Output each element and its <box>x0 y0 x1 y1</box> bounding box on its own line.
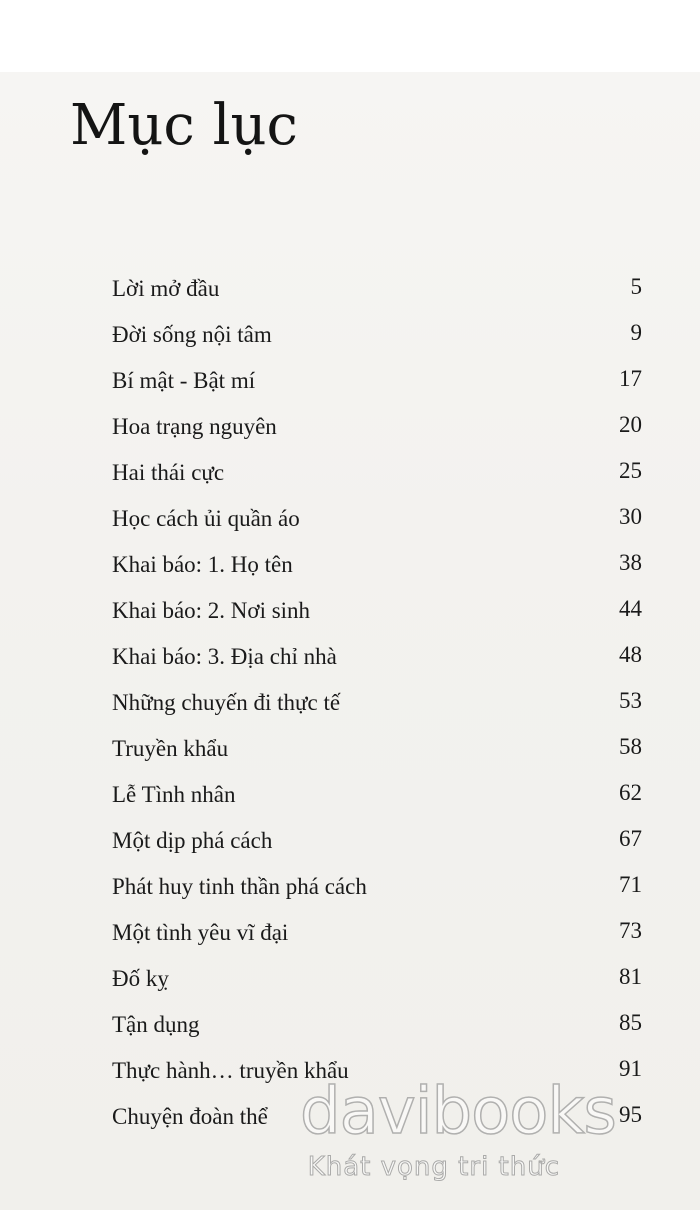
toc-entry-title: Những chuyến đi thực tế <box>112 690 341 715</box>
toc-entry <box>112 358 642 404</box>
toc-entry-title: Khai báo: 3. Địa chỉ nhà <box>112 644 337 669</box>
toc-entry <box>112 450 642 496</box>
toc-entry <box>112 726 642 772</box>
toc-entry-title: Đời sống nội tâm <box>112 322 272 347</box>
toc-entry-title: Hoa trạng nguyên <box>112 414 277 439</box>
toc-entry-page: 17 <box>619 366 642 391</box>
toc-entry-page: 67 <box>619 826 642 851</box>
toc-entry-title: Thực hành… truyền khẩu <box>112 1058 349 1083</box>
toc-entry <box>112 956 642 1002</box>
toc-entry-page: 44 <box>619 596 642 621</box>
toc-entry-page: 81 <box>619 964 642 989</box>
toc-entry-title: Lời mở đầu <box>112 276 220 301</box>
toc-entry-title: Lễ Tình nhân <box>112 782 236 807</box>
toc-entry-page: 48 <box>619 642 642 667</box>
toc-entry <box>112 1048 642 1094</box>
toc-entry <box>112 496 642 542</box>
toc-entry-page: 9 <box>630 320 642 345</box>
toc-entry <box>112 864 642 910</box>
toc-entry-title: Truyền khẩu <box>112 736 229 761</box>
toc-entry-page: 85 <box>619 1010 642 1035</box>
toc-entry <box>112 542 642 588</box>
toc-entry-page: 62 <box>619 780 642 805</box>
toc-entry-title: Đố kỵ <box>112 966 169 991</box>
toc-entry-page: 30 <box>619 504 642 529</box>
toc-entry-title: Tận dụng <box>112 1012 200 1037</box>
toc-entry-page: 73 <box>619 918 642 943</box>
toc-entry <box>112 588 642 634</box>
watermark-brand: davibooks <box>300 1075 616 1149</box>
table-of-contents <box>112 266 642 1140</box>
toc-entry-page: 58 <box>619 734 642 759</box>
toc-entry <box>112 1002 642 1048</box>
toc-entry-title: Chuyện đoàn thể <box>112 1104 268 1129</box>
toc-entry-page: 71 <box>619 872 642 897</box>
toc-entry <box>112 266 642 312</box>
toc-entry <box>112 910 642 956</box>
toc-entry-page: 25 <box>619 458 642 483</box>
toc-entry-page: 91 <box>619 1056 642 1081</box>
toc-entry-title: Bí mật - Bật mí <box>112 368 256 393</box>
toc-entry-title: Phát huy tinh thần phá cách <box>112 874 367 899</box>
toc-entry-page: 38 <box>619 550 642 575</box>
watermark-tagline: Khát vọng tri thức <box>307 1152 560 1182</box>
toc-entry-title: Hai thái cực <box>112 460 225 485</box>
toc-entry-title: Học cách ủi quần áo <box>112 506 300 531</box>
toc-entry <box>112 1094 642 1140</box>
toc-entry <box>112 312 642 358</box>
toc-entry <box>112 680 642 726</box>
toc-entry <box>112 634 642 680</box>
toc-entry-page: 95 <box>619 1102 642 1127</box>
toc-entry-page: 53 <box>619 688 642 713</box>
toc-entry <box>112 404 642 450</box>
toc-entry <box>112 818 642 864</box>
toc-entry-page: 20 <box>619 412 642 437</box>
toc-entry-title: Một tình yêu vĩ đại <box>112 920 289 945</box>
toc-entry-title: Khai báo: 2. Nơi sinh <box>112 598 311 623</box>
page-title: Mục lục <box>70 93 298 158</box>
toc-entry-title: Một dịp phá cách <box>112 828 273 853</box>
toc-entry <box>112 772 642 818</box>
toc-entry-title: Khai báo: 1. Họ tên <box>112 552 293 577</box>
toc-entry-page: 5 <box>630 274 642 299</box>
